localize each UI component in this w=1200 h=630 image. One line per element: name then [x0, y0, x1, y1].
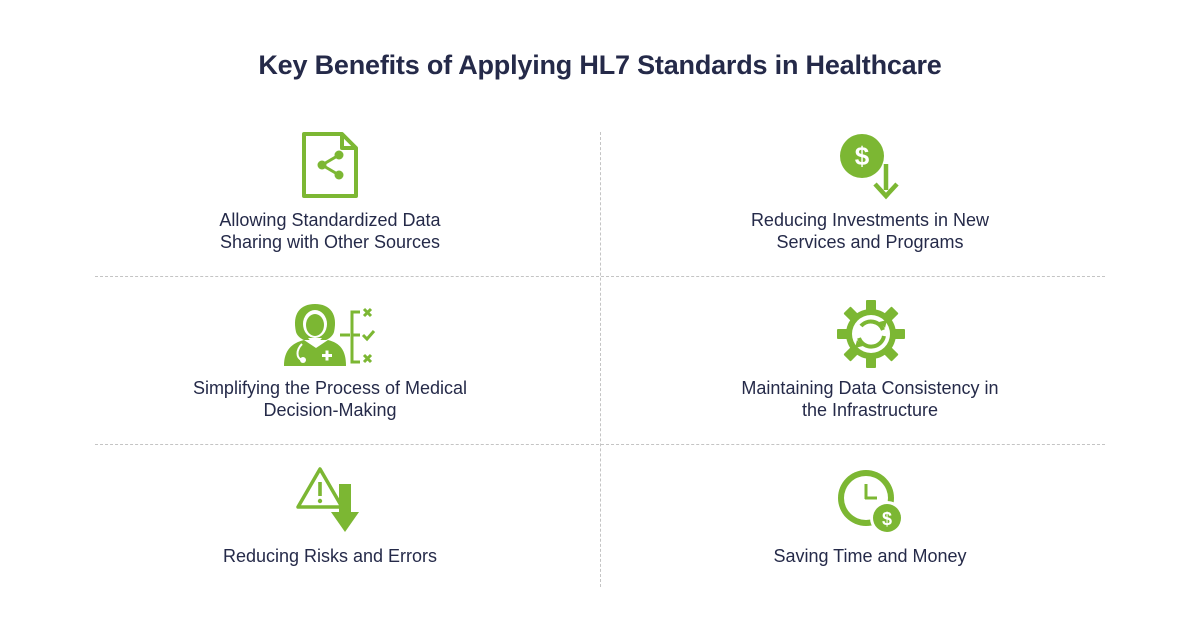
page-title: Key Benefits of Applying HL7 Standards in Healthcare [258, 50, 942, 80]
clock-dollar-icon [835, 466, 905, 536]
warning-down-arrow-icon [295, 466, 365, 536]
benefit-label: Simplifying the Process of Medical Decision-Making [192, 378, 468, 420]
benefit-label: Maintaining Data Consistency in the Infrastructure [741, 378, 999, 420]
benefit-label: Saving Time and Money [773, 546, 967, 566]
doctor-decision-icon [280, 300, 380, 368]
shared-document-icon [300, 132, 360, 200]
benefit-label: Allowing Standardized Data Sharing with Other Sources [219, 210, 441, 252]
vertical-divider [600, 132, 601, 587]
benefit-label: Reducing Investments in New Services and Programs [750, 210, 990, 252]
gear-sync-icon [837, 300, 905, 368]
dollar-down-arrow-icon [838, 132, 904, 200]
svg-text:$: $ [854, 141, 870, 171]
svg-text:$: $ [881, 509, 893, 529]
horizontal-divider [95, 276, 1105, 277]
horizontal-divider [95, 444, 1105, 445]
benefit-label: Reducing Risks and Errors [222, 546, 438, 566]
